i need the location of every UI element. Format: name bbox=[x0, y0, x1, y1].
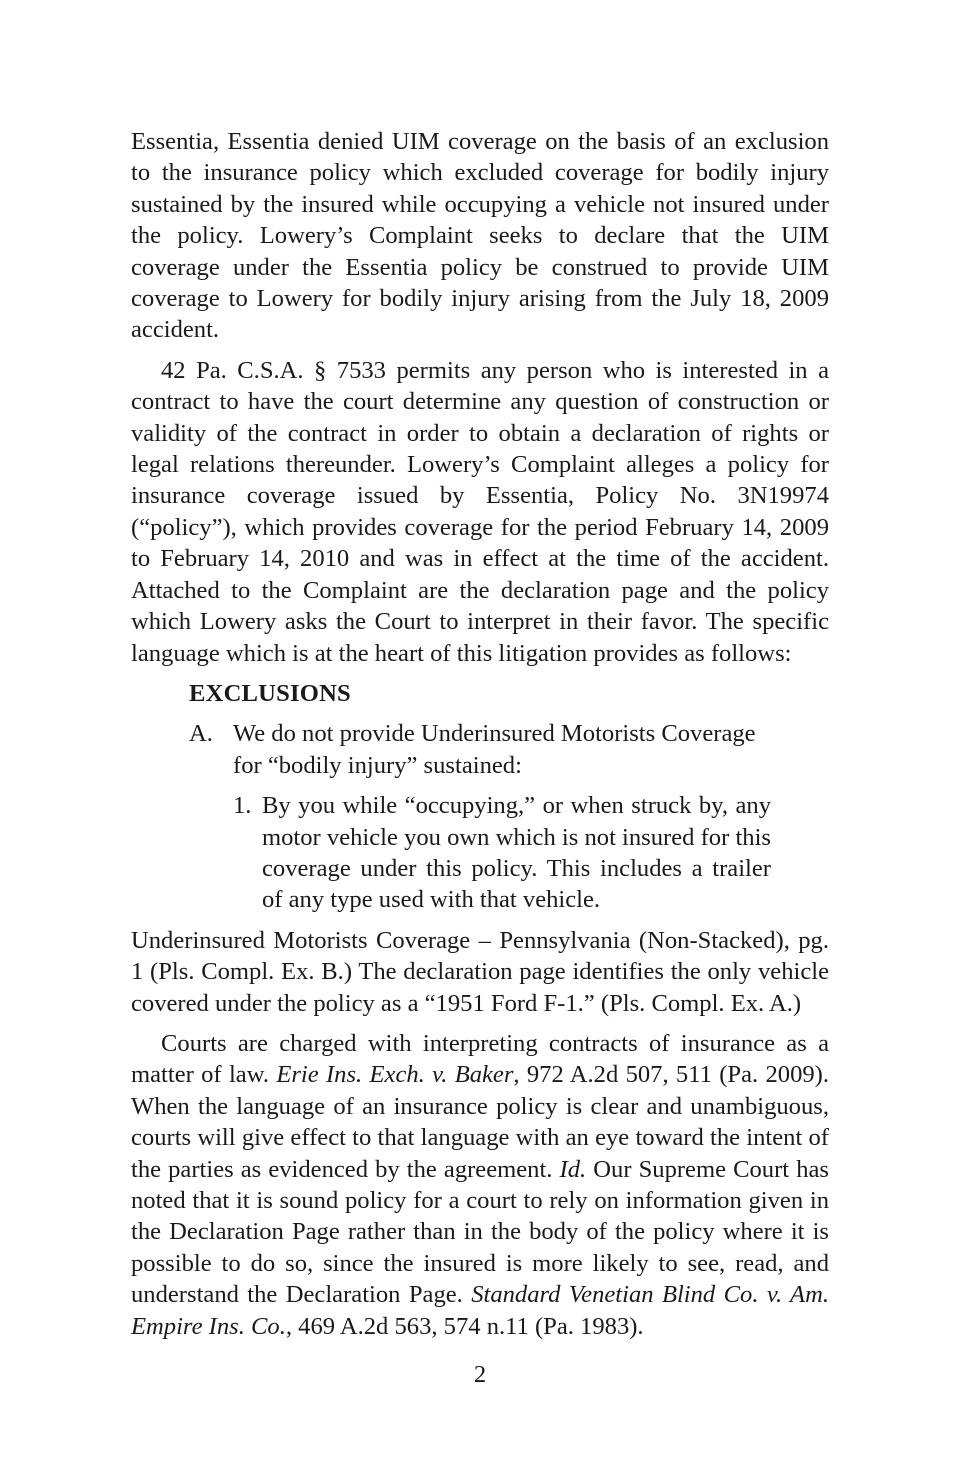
paragraph-4-part-3: Our Supreme Court has noted that it is sound policy for a court to rely on information given in the Declaration Page rather than in the body of the policy where it is possible to do so, since the insured is more likely to see, read, and understand the Declaration Page. bbox=[131, 1155, 829, 1309]
paragraph-4-part-4: , 469 A.2d 563, 574 n.11 (Pa. 1983). bbox=[285, 1312, 644, 1340]
paragraph-4-part-1: Courts are charged with interpreting contracts of insurance as a matter of law. bbox=[131, 1029, 829, 1089]
exclusions-heading: EXCLUSIONS bbox=[189, 679, 351, 707]
citation-id: Id. bbox=[559, 1155, 587, 1183]
exclusion-item-a-text: We do not provide Underinsured Motorists Coverage for “bodily injury” sustained: bbox=[233, 720, 756, 779]
page-number: 2 bbox=[473, 1361, 487, 1388]
citation-erie: Erie Ins. Exch. v. Baker bbox=[276, 1061, 514, 1089]
paragraph-4-part-2: , 972 A.2d 507, 511 (Pa. 2009). When the language of an insurance policy is clear and unambiguous, courts will give effect to that language with an eye toward the intent of the parties as evidenced by the agreement. bbox=[131, 1061, 829, 1183]
exclusion-item-1 bbox=[233, 790, 771, 916]
paragraph-3: Underinsured Motorists Coverage – Pennsylvania (Non-Stacked), pg. 1 (Pls. Compl. Ex. B.) The declaration page identifies the only vehicle covered under the policy as a “1951 Ford F-1.” (Pls. Compl. Ex. A.) bbox=[131, 926, 829, 1017]
exclusion-item-1-marker: 1. bbox=[233, 792, 252, 820]
exclusion-item-1-text: By you while “occupying,” or when struck by, any motor vehicle you own which is not insured for this coverage under this policy. This includes a trailer of any type used with that vehicle. bbox=[262, 792, 771, 914]
body-text bbox=[131, 126, 829, 1342]
exclusion-item-a-marker: A. bbox=[189, 720, 213, 748]
citation-standard-venetian: Standard Venetian Blind Co. v. Am. Empire Ins. Co. bbox=[131, 1281, 829, 1340]
exclusion-item-a bbox=[189, 718, 771, 781]
paragraph-1: Essentia, Essentia denied UIM coverage on the basis of an exclusion to the insurance policy which excluded coverage for bodily injury sustained by the insured while occupying a vehicle not insured under the policy. Lowery’s Complaint seeks to declare that the UIM coverage under the Essentia policy be construed to provide UIM coverage to Lowery for bodily injury arising from the July 18, 2009 accident. bbox=[131, 128, 829, 344]
paragraph-4 bbox=[131, 1028, 829, 1342]
paragraph-2: 42 Pa. C.S.A. § 7533 permits any person who is interested in a contract to have the court determine any question of construction or validity of the contract in order to obtain a declaration of rights or legal relations thereunder. Lowery’s Complaint alleges a policy for insurance coverage issued by Essentia, Policy No. 3N19974 (“policy”), which provides coverage for the period February 14, 2009 to February 14, 2010 and was in effect at the time of the accident. Attached to the Complaint are the declaration page and the policy which Lowery asks the Court to interpret in their favor. The specific language which is at the heart of this litigation provides as follows: bbox=[131, 356, 829, 667]
